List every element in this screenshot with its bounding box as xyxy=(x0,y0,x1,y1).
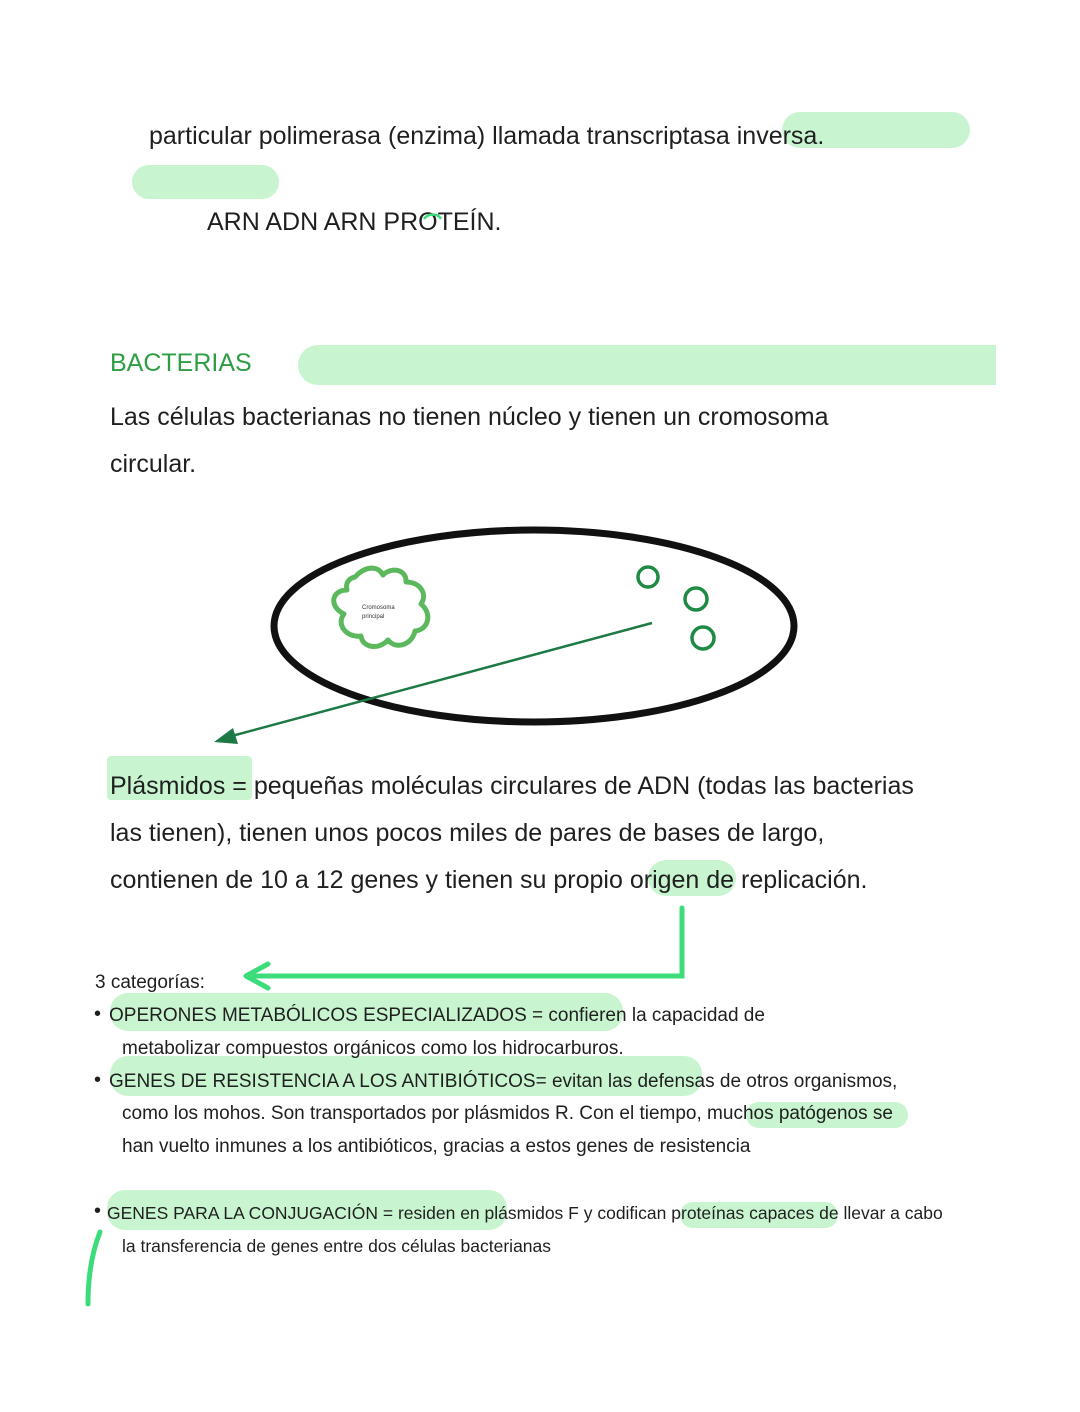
plasmidos-line3: contienen de 10 a 12 genes y tienen su propio origen de replicación. xyxy=(110,866,868,894)
item-2-line3: han vuelto inmunes a los antibióticos, gracias a estos genes de resistencia xyxy=(122,1136,751,1157)
plasmidos-definition: = pequeñas moléculas circulares de ADN (todas las bacterias xyxy=(225,772,914,800)
item-2-line1: GENES DE RESISTENCIA A LOS ANTIBIÓTICOS= evitan las defensas de otros organismos, xyxy=(109,1071,898,1092)
bacterias-para-line2: circular. xyxy=(110,450,197,478)
plasmid-arrow-head xyxy=(214,728,238,744)
pen-stroke xyxy=(88,1232,100,1304)
bullet-dot: • xyxy=(94,1069,102,1091)
plasmidos-line2: las tienen), tienen unos pocos miles de pares de bases de largo, xyxy=(110,819,825,847)
chromosome-label-1: Cromosoma xyxy=(362,605,395,611)
categorias-arrow xyxy=(252,908,682,976)
item-1-line1: OPERONES METABÓLICOS ESPECIALIZADOS = confieren la capacidad de xyxy=(109,1005,765,1026)
flow-line: ARN ADN ARN PROTEÍN. xyxy=(207,208,502,236)
bullet-dot: • xyxy=(94,1003,102,1025)
cell-outline xyxy=(274,530,794,722)
categorias-title: 3 categorías: xyxy=(95,972,205,993)
plasmid-circle xyxy=(692,627,714,649)
item-3-line1: GENES PARA LA CONJUGACIÓN = residen en plásmidos F y codifican proteínas capaces de llevar a cabo xyxy=(107,1203,943,1223)
plasmid-circle xyxy=(638,567,658,587)
item-1-line2: metabolizar compuestos orgánicos como los hidrocarburos. xyxy=(122,1038,624,1059)
bacterias-para-line1: Las células bacterianas no tienen núcleo y tienen un cromosoma xyxy=(110,403,829,431)
section-heading: BACTERIAS xyxy=(110,349,252,377)
plasmidos-term: Plásmidos xyxy=(110,772,226,800)
chromosome-label-2: principal xyxy=(362,614,385,620)
bullet-dot: • xyxy=(94,1200,102,1222)
plasmidos-line1 xyxy=(110,772,914,801)
item-3-line2: la transferencia de genes entre dos células bacterianas xyxy=(122,1236,552,1256)
flow-mark xyxy=(424,215,441,220)
plasmid-circle xyxy=(685,588,707,610)
intro-line: particular polimerasa (enzima) llamada transcriptasa inversa. xyxy=(149,122,825,150)
item-2-line2: como los mohos. Son transportados por plásmidos R. Con el tiempo, muchos patógenos se xyxy=(122,1103,893,1124)
